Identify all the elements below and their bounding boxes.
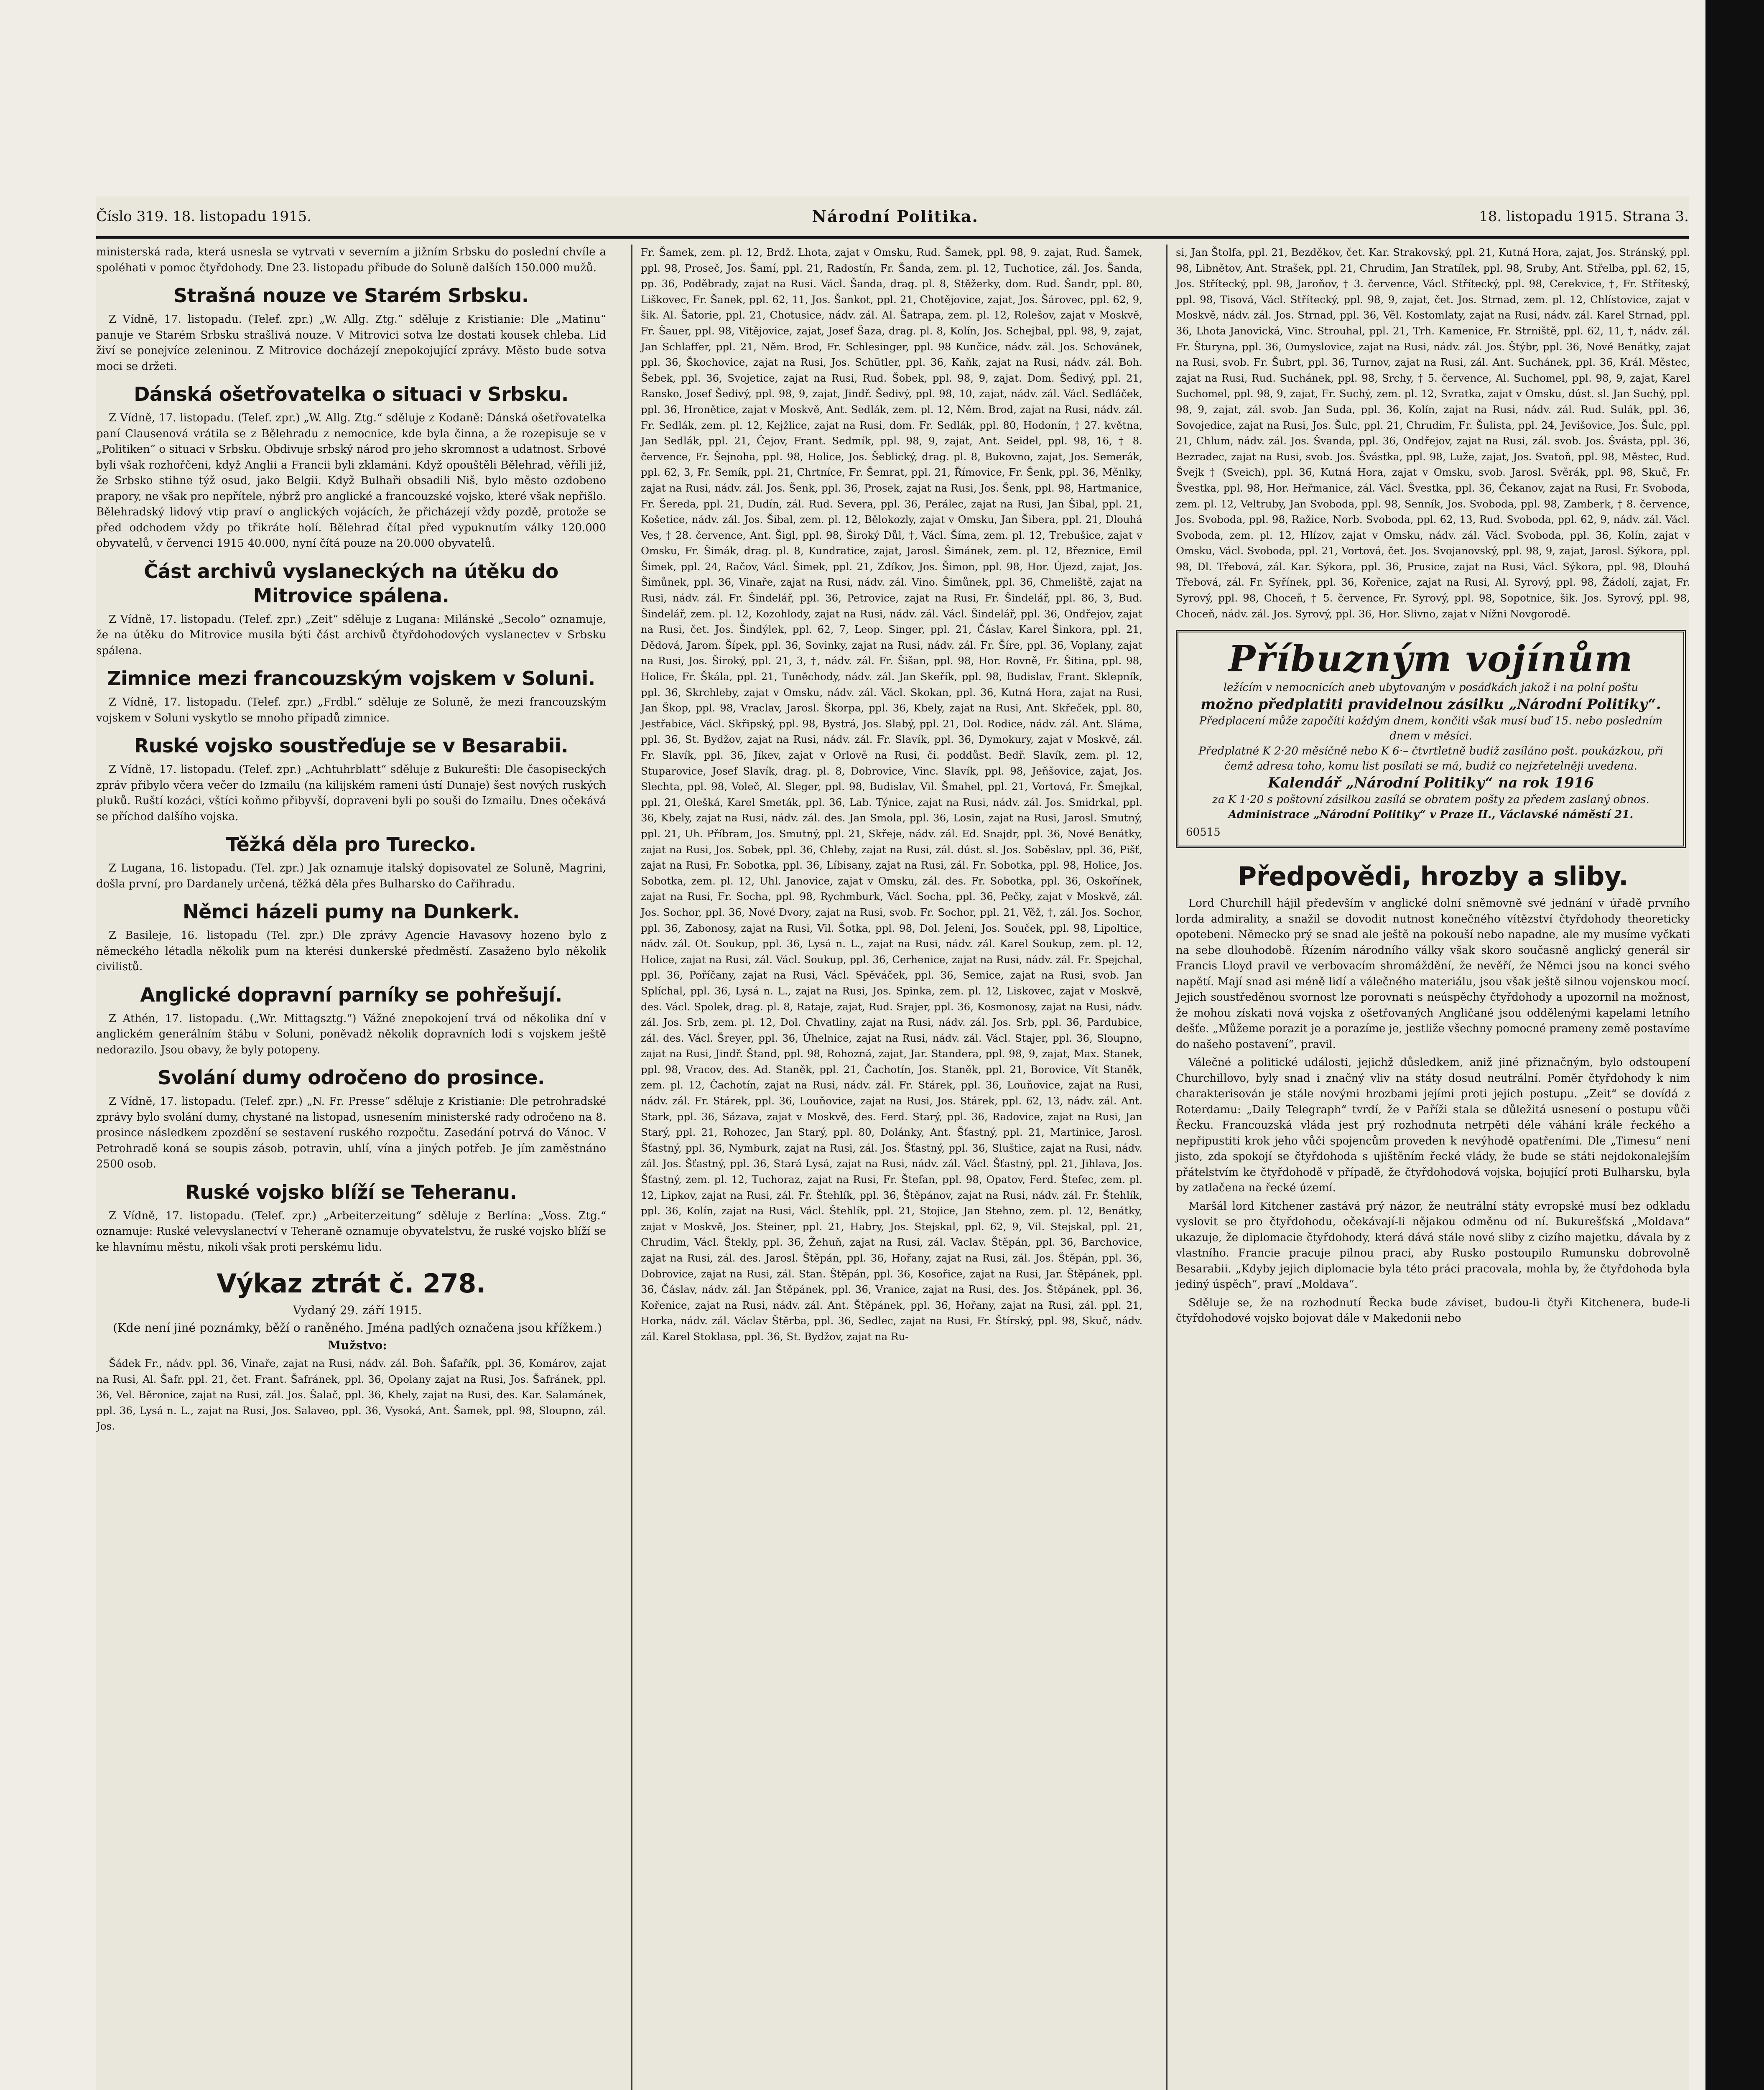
ad-text: za K 1·20 s poštovní zásilkou zasílá se obratem pošty za předem zaslaný obnos.	[1212, 793, 1649, 806]
subscription-advertisement	[1176, 630, 1686, 848]
ad-text: Předplatné K 2·20 měsíčně nebo K 6·– čtvrtletně budiž zasíláno pošt. poukázkou, při čemž adresa toho, komu list posílati se má, budiž co nejzřetelněji uvedena.	[1198, 745, 1663, 773]
casualty-list-note: (Kde není jiné poznámky, běží o raněného. Jména padlých označena jsou křížkem.)	[113, 1321, 602, 1335]
headline: Svolání dumy odročeno do prosince.	[158, 1066, 545, 1089]
headline: Strašná nouze ve Starém Srbsku.	[173, 284, 529, 307]
article-body: Lord Churchill hájil především v anglické dolní sněmovně své jednání v úřadě prvního lorda admirality, a snažil se dovodit nutnost konečného vítězství čtyřdohody theoreticky opotebeni. Německo prý se snad ale ještě na pokouší nebo napadne, ale my musíme vyčkati na sebe dlouhodobě. Řízením národního války však skoro současně anglický generál sir Francis Lloyd pravil ve verbovacím shromáždění, že nevěří, že Němci jsou na konci svého napětí. Mají snad asi méně lidí a válečného materiálu, jsou však ještě silnou vojenskou mocí. Jejich soustředěnou svornost lze porovnati s neúspěchy čtyřdohody a upozornil na možnost, že mohou získati nová vojska z ošetřovaných Angličané jsou oddělenými kapelami letního dešťe. „Můžeme porazit je a porazíme je, jestliže všechny pomocné prameny země postavíme do našeho postavení“, pravil.	[1176, 897, 1690, 1051]
article-body: Z Vídně, 17. listopadu. (Telef. zpr.) „N. Fr. Presse“ sděluje z Kristianie: Dle petrohradské zprávy bylo svolání dumy, chystané na listopad, usnesením ministerské rady odročeno na 8. prosince následkem zpozdění se sestavení ruského rozpočtu. Zasedání potrvá do Vánoc. V Petrohradě koná se soupis zásob, potravin, uhlí, vína a jiných potřeb. Je jím zaměstnáno 2500 osob.	[96, 1095, 606, 1170]
casualty-list-body: Šádek Fr., nádv. ppl. 36, Vinaře, zajat na Rusi, nádv. zál. Boh. Šafařík, ppl. 36, Komárov, zajat na Rusi, Al. Šafr. ppl. 21, čet. Frant. Šafránek, ppl. 36, Opolany zajat na Rusi, Jos. Šafránek, ppl. 36, Vel. Běronice, zajat na Rusi, zál. Jos. Šalač, ppl. 36, Khely, zajat na Rusi, des. Kar. Salamánek, ppl. 36, Lysá n. L., zajat na Rusi, Jos. Salaveo, ppl. 36, Vysoká, Ant. Šamek, ppl. 98, Sloupno, zál. Jos.	[96, 1357, 606, 1432]
article-body: Z Vídně, 17. listopadu. (Telef. zpr.) „Achtuhrblatt“ sděluje z Bukurešti: Dle časopiseckých zpráv přibylo včera večer do Izmailu (na kilijském rameni ústí Dunaje) šest nových ruských pluků. Ruští kozáci, vštíci koňmo přibyvší, dopraveni byli po souši do Izmailu. Dnes očekává se příchod dalšího vojska.	[96, 763, 606, 823]
casualty-list-title: Výkaz ztrát č. 278.	[217, 1268, 486, 1299]
article-body: Z Vídně, 17. listopadu. (Telef. zpr.) „W. Allg. Ztg.“ sděluje z Kristianie: Dle „Matinu“ panuje ve Starém Srbsku strašlivá nouze. V Mitrovici sotva lze dostati kousek chleba. Lid živí se ponejvíce zeleninou. Z Mitrovice docházejí znepokojující zprávy. Město bude sotva moci se držeti.	[96, 313, 606, 373]
ad-title: Příbuzným vojínům	[1228, 638, 1634, 681]
article-body: Z Vídně, 17. listopadu. (Telef. zpr.) „Frdbl.“ sděluje ze Soluně, že mezi francouzským vojskem v Soluni vyskytlo se mnoho případů zimnice.	[96, 696, 606, 724]
casualty-list-section: Mužstvo:	[328, 1338, 387, 1352]
article-body: Válečné a politické události, jejichž důsledkem, aniž jiné přiznačným, bylo odstoupení Churchillovo, byly snad i značný vliv na státy dosud neutrální. Poměr čtyřdohody k nim charakterisován je stále novými hrozbami jejími proti jejich postupu. „Zeit“ se dovídá z Roterdamu: „Daily Telegraph“ tvrdí, že v Paříži stala se důležitá usnesení o postupu vůči Řecku. Francouzská vláda jest prý rozhodnuta netrpěti déle váhání krále řeckého a nepřipustiti krok jeho vůči spojencům proveden k nevýhodě opatřeními. Dle „Timesu“ není jisto, zda spokojí se čtyřdohoda s ujištěním řecké vlády, že bude se státi nejdokonalejším přátelstvím ke čtyřdohodě v případě, že čtyřdohodová vojska, bojující proti Bulharsku, byla by zatlačena na řecké území.	[1176, 1056, 1690, 1195]
headline: Předpovědi, hrozby a sliby.	[1237, 861, 1629, 892]
article-body: Sděluje se, že na rozhodnutí Řecka bude záviset, budou-li čtyři Kitchenera, bude-li čtyřdohodové vojsko bojovat dále v Makedonii nebo	[1176, 1296, 1690, 1325]
ad-text: ležícím v nemocnicích aneb ubytovaným v posádkách jakož i na polní poštu	[1223, 681, 1639, 694]
ad-text: Administrace „Národní Politiky“ v Praze II., Václavské náměstí 21.	[1228, 808, 1634, 821]
page-header	[96, 196, 1689, 239]
page-info: 18. listopadu 1915. Strana 3.	[1479, 208, 1689, 225]
headline: Ruské vojsko soustřeďuje se v Besarabii.	[134, 734, 568, 757]
column-2	[631, 245, 1142, 2090]
ad-number: 60515	[1186, 826, 1221, 839]
article-body: Z Basileje, 16. listopadu (Tel. zpr.) Dle zprávy Agencie Havasovy hozeno bylo z německého létadla několik pum na kterési dunkerské předměstí. Zasaženo bylo několik civilistů.	[96, 929, 606, 973]
article-body: Z Vídně, 17. listopadu. (Telef. zpr.) „Zeit“ sděluje z Lugana: Milánské „Secolo“ oznamuje, že na útěku do Mitrovice musila býti část archivů čtyřdohodových vyslanectev v Srbsku spálena.	[96, 613, 606, 657]
article-body: Z Lugana, 16. listopadu. (Tel. zpr.) Jak oznamuje italský dopisovatel ze Soluně, Magrini, došla první, pro Dardanely určená, těžká děla přes Bulharsko do Cařihradu.	[96, 862, 606, 890]
ad-text: Kalendář „Národní Politiky“ na rok 1916	[1268, 775, 1594, 792]
column-1	[96, 245, 606, 2090]
scan-edge	[1705, 0, 1764, 2090]
column-3	[1166, 245, 1690, 2090]
ad-text: možno předplatiti pravidelnou zásilku „Národní Politiky“.	[1201, 696, 1661, 713]
article-body: Maršál lord Kitchener zastává prý názor, že neutrální státy evropské musí bez odkladu vyslovit se pro čtyřdohodu, očekávají-li nějakou odměnu od ní. Bukurešťská „Moldava“ ukazuje, že diplomacie čtyřdohody, která dává stále nové sliby z cizího majetku, dávala by z vlastního. Francie pracuje pilnou prací, aby Rusko postoupilo Rumunsku dobrovolně Besarabii. „Kdyby jejich diplomacie byla této práci pracovala, mohla by, že čtyřdohoda byla jediný úspěch“, praví „Moldava“.	[1176, 1200, 1690, 1291]
casualty-list-body: Fr. Šamek, zem. pl. 12, Brdž. Lhota, zajat v Omsku, Rud. Šamek, ppl. 98, 9. zajat, Rud. Šamek, ppl. 98, Proseč, Jos. Šamí, ppl. 21, Radostín, Fr. Šanda, zem. pl. 12, Tuchotice, zál. Jos. Šanda, pp. 36, Poděbrady, zajat na Rusi. Václ. Šanda, drag. pl. 8, Stěžerky, dom. Rud. Šandr, ppl. 80, Liškovec, Fr. Šanek, ppl. 62, 11, Jos. Šankot, ppl. 21, Chotějovice, zajat, Jos. Šárovec, ppl. 62, 9, šik. Al. Šatorie, ppl. 21, Chotusice, nádv. zál. Al. Šatrapa, zem. pl. 12, Rolešov, zajat v Moskvě, Fr. Šauer, ppl. 98, Vitějovice, zajat, Josef Šaza, drag. pl. 8, Kolín, Jos. Schejbal, ppl. 98, 9, zajat, Jan Schlaffer, ppl. 21, Něm. Brod, Fr. Schlesinger, ppl. 98 Kunčice, nádv. zál. Jos. Schovánek, ppl. 36, Škochovice, zajat na Rusi, Jos. Schütler, ppl. 36, Kaňk, zajat na Rusi, nádv. zál. Boh. Šebek, ppl. 36, Svojetice, zajat na Rusi, Rud. Šobek, ppl. 98, 9, zajat. Dom. Šedivý, ppl. 21, Ransko, Josef Šedivý, ppl. 98, 9, zajat, Jindř. Šedivý, ppl. 98, 10, zajat, nádv. zál. Václ. Sedláček, ppl. 36, Hronětice, zajat v Moskvě, Ant. Sedlák, zem. pl. 12, Něm. Brod, zajat na Rusi, nádv. zál. Fr. Sedlák, zem. pl. 12, Kejžlice, zajat na Rusi, dom. Fr. Sedlák, ppl. 80, Hodonín, † 27. května, Jan Sedlák, ppl. 21, Čejov, Frant. Sedmík, ppl. 98, 9, zajat, Ant. Seidel, ppl. 98, 16, † 8. července, Fr. Šejnoha, ppl. 98, Holice, Jos. Šeblický, drag. pl. 8, Bukovno, zajat, Jos. Semerák, ppl. 62, 3, Fr. Semík, ppl. 21, Chrtníce, Fr. Šemrat, ppl. 21, Římovice, Fr. Šenk, ppl. 36, Měnlky, zajat na Rusi, nádv. zál. Jos. Šenk, ppl. 36, Prosek, zajat na Rusi, Jos. Šenk, ppl. 98, Hartmanice, Fr. Šereda, ppl. 21, Dudín, zál. Rud. Severa, ppl. 36, Perálec, zajat na Rusi, Jan Šibal, ppl. 21, Košetice, nádv. zál. Jos. Šibal, zem. pl. 12, Bělokozly, zajat v Omsku, Jan Šibera, ppl. 21, Dlouhá Ves, † 28. července, Ant. Šigl, ppl. 98, Široký Důl, †, Václ. Šíma, zem. pl. 12, Trebušice, zajat v Omsku, Fr. Šimák, drag. pl. 8, Kundratice, zajat, Jarosl. Šimánek, zem. pl. 12, Březnice, Emil Šimek, ppl. 24, Račov, Václ. Šimek, ppl. 21, Zdíkov, Jos. Šimon, ppl. 98, Hor. Újezd, zajat, Jos. Šimůnek, ppl. 36, Vinaře, zajat na Rusi, nádv. zál. Vino. Šimůnek, ppl. 36, Chmeliště, zajat na Rusi, nádv. zál. Fr. Šindelář, ppl. 36, Petrovice, zajat na Rusi, Fr. Šindelář, ppl. 86, 3, Bud. Šindelář, zem. pl. 12, Kozohlody, zajat na Rusi, nádv. zál. Václ. Šindelář, ppl. 36, Ondřejov, zajat na Rusi, čet. Jos. Šindýlek, ppl. 62, 7, Leop. Singer, ppl. 21, Čáslav, Karel Šinkora, ppl. 21, Dědová, Jarom. Šípek, ppl. 36, Sovinky, zajat na Rusi, nádv. zál. Fr. Šíre, ppl. 36, Voplany, zajat na Rusi, Jos. Široký, ppl. 21, 3, †, nádv. zál. Fr. Šišan, ppl. 98, Hor. Rovně, Fr. Šitina, ppl. 98, Holice, Fr. Škála, ppl. 21, Tuněchody, nádv. zál. Jan Skeřík, ppl. 98, Budislav, Frant. Sklepník, ppl. 36, Skrchleby, zajat v Omsku, nádv. zál. Václ. Skokan, ppl. 36, Kutná Hora, zajat na Rusi, Jan Škop, ppl. 98, Vraclav, Jarosl. Škorpa, ppl. 36, Kbely, zajat na Rusi, Ant. Skřeček, ppl. 80, Jestřabice, Václ. Skřipský, ppl. 98, Bystrá, Jos. Slabý, ppl. 21, Dol. Rodice, nádv. zál. Ant. Sláma, ppl. 36, St. Bydžov, zajat na Rusi, nádv. zál. Fr. Slavík, ppl. 36, Dymokury, zajat v Moskvě, zál. Fr. Slavík, ppl. 36, Jíkev, zajat v Orlově na Rusi, či. poddůst. Bedř. Slavík, zem. pl. 12, Stuparovice, Josef Slavík, drag. pl. 8, Dobrovice, Vinc. Slavík, ppl. 98, Jeňšovice, zajat, Jos. Slechta, ppl. 98, Voleč, Al. Sleger, ppl. 98, Budislav, Vil. Šmahel, ppl. 21, Vortová, Fr. Šmejkal, ppl. 21, Olešká, Karel Smeták, ppl. 36, Lab. Týnice, zajat na Rusi, nádv. zál. Jos. Smidrkal, ppl. 36, Kbely, zajat na Rusi, nádv. zál. des. Jan Smola, ppl. 36, Losin, zajat na Rusi, Jarosl. Smutný, ppl. 21, Uh. Příbram, Jos. Smutný, ppl. 21, Skřeje, nádv. zál. Ed. Snajdr, ppl. 36, Nové Benátky, zajat na Rusi, Jos. Sobek, ppl. 36, Chleby, zajat na Rusi, zál. dúst. sl. Jos. Soběslav, ppl. 36, Pišť, zajat na Rusi, Fr. Sobotka, ppl. 36, Líbisany, zajat na Rusi, zál. Fr. Sobotka, ppl. 98, Holice, Jos. Sobotka, zem. pl. 12, Uhl. Janovice, zajat v Omsku, zál. des. Fr. Sobotka, ppl. 36, Oskořínek, zajat na Rusi, Fr. Socha, ppl. 98, Rychmburk, Václ. Socha, ppl. 36, Pečky, zajat v Moskvě, zál. Jos. Sochor, ppl. 36, Nové Dvory, zajat na Rusi, svob. Fr. Sochor, ppl. 21, Věž, †, zál. Jos. Sochor, ppl. 36, Zabonosy, zajat na Rusi, Vil. Šotka, ppl. 98, Dol. Jeleni, Jos. Souček, ppl. 98, Lipoltice, nádv. zál. Ot. Soukup, ppl. 36, Lysá n. L., zajat na Rusi, nádv. zál. Karel Soukup, zem. pl. 12, Holice, zajat na Rusi, zál. Václ. Soukup, ppl. 36, Cerhenice, zajat na Rusi, nádv. zál. Fr. Spejchal, ppl. 36, Poříčany, zajat na Rusi, Václ. Spěváček, ppl. 36, Semice, zajat na Rusi, svob. Jan Splíchal, ppl. 36, Lysá n. L., zajat na Rusi, Jos. Spinka, zem. pl. 12, Liskovec, zajat v Moskvě, des. Václ. Spolek, drag. pl. 8, Rataje, zajat, Rud. Srajer, ppl. 36, Kosmonosy, zajat na Rusi, nádv. zál. Jos. Srb, zem. pl. 12, Dol. Chvatliny, zajat na Rusi, nádv. zál. Jos. Srb, ppl. 36, Pardubice, zál. des. Václ. Šreyer, ppl. 36, Úhelnice, zajat na Rusi, nádv. zál. Václ. Stajer, ppl. 36, Sloupno, zajat na Rusi, Jindř. Štand, ppl. 98, Rohozná, zajat, Jar. Standera, ppl. 98, 9, zajat, Max. Stanek, ppl. 98, Vracov, des. Ad. Staněk, ppl. 21, Čachotín, Jos. Staněk, ppl. 21, Borovice, Vít Staněk, zem. pl. 12, Čachotín, zajat na Rusi, nádv. zál. Fr. Stárek, ppl. 36, Louňovice, zajat na Rusi, nádv. zál. Fr. Stárek, ppl. 36, Louňovice, zajat na Rusi, Jos. Stárek, ppl. 62, 13, nádv. zál. Ant. Stark, ppl. 36, Sázava, zajat v Moskvě, des. Ferd. Starý, ppl. 36, Radovice, zajat na Rusi, Jan Starý, ppl. 21, Rohozec, Jan Starý, ppl. 80, Dolánky, Ant. Šťastný, ppl. 21, Martinice, Jarosl. Šťastný, ppl. 36, Nymburk, zajat na Rusi, zál. Jos. Šťastný, ppl. 36, Sluštice, zajat na Rusi, nádv. zál. Jos. Šťastný, ppl. 36, Stará Lysá, zajat na Rusi, nádv. zál. Václ. Šťastný, ppl. 21, Jihlava, Jos. Šťastný, zem. pl. 12, Tuchoraz, zajat na Rusi, Fr. Štefan, ppl. 98, Opatov, Ferd. Štefec, zem. pl. 12, Lipkov, zajat na Rusi, zál. Fr. Štehlík, ppl. 36, Štěpánov, zajat na Rusi, nádv. zál. Fr. Štehlík, ppl. 36, Kolín, zajat na Rusi, Václ. Štehlík, ppl. 21, Stojice, Jan Stehno, zem. pl. 12, Benátky, zajat v Moskvě, Jos. Steiner, ppl. 21, Habry, Jos. Stejskal, ppl. 62, 9, Vil. Stejskal, ppl. 21, Chrudim, Václ. Štekly, ppl. 36, Žehuň, zajat na Rusi, zál. Vaclav. Štěpán, ppl. 36, Barchovice, zajat na Rusi, zál. des. Jarosl. Štěpán, ppl. 36, Hořany, zajat na Rusi, zál. Jos. Štěpán, ppl. 36, Dobrovice, zajat na Rusi, zál. Stan. Štěpán, ppl. 36, Kosořice, zajat na Rusi, Jar. Štěpánek, ppl. 36, Čáslav, nádv. zál. Jan Štěpánek, ppl. 36, Vranice, zajat na Rusi, des. Jos. Štěpánek, ppl. 36, Kořenice, zajat na Rusi, nádv. zál. Ant. Štěpánek, ppl. 36, Hořany, zajat na Rusi, zál. ppl. 21, Horka, nádv. zál. Václav Štěrba, ppl. 36, Sedlec, zajat na Rusi, Fr. Štírský, ppl. 98, Skuč, nádv. zál. Karel Stoklasa, ppl. 36, St. Bydžov, zajat na Ru-	[641, 246, 1142, 1343]
casualty-list-date: Vydaný 29. září 1915.	[293, 1303, 422, 1317]
ad-text: Předplacení může započíti každým dnem, končiti však musí buď 15. nebo posledním dnem v měsíci.	[1199, 715, 1663, 743]
article-body: Z Vídně, 17. listopadu. (Telef. zpr.) „W. Allg. Ztg.“ sděluje z Kodaně: Dánská ošetřovatelka paní Clausenová vrátila se z Bělehradu z nemocnice, kde byla činna, a že rozepisuje se v „Politiken“ o situaci v Srbsku. Obdivuje srbský národ pro jeho skromnost a udatnost. Srbové byli však rozhořčeni, když Anglii a Francii byli zklamáni. Když opouštěli Bělehrad, věřili již, že Srbsko stihne týž osud, jako Belgii. Když Bulhaři obsadili Niš, bylo město ozdobeno prapory, ne však pro nepřítele, nýbrž pro anglické a francouzské vojsko, které však nepřišlo. Bělehradský lidový vtip praví o anglických vojácích, že přicházejí vždy pozdě, protože se před odchodem vždy po třikráte holí. Bělehrad čítal před vypuknutím války 120.000 obyvatelů, v červenci 1915 40.000, nyní čítá pouze na 20.000 obyvatelů.	[96, 412, 606, 550]
casualty-list-body: si, Jan Štolfa, ppl. 21, Bezděkov, čet. Kar. Strakovský, ppl. 21, Kutná Hora, zajat, Jos. Stránský, ppl. 98, Libnětov, Ant. Strašek, ppl. 21, Chrudim, Jan Stratílek, ppl. 98, Sruby, Ant. Střelba, ppl. 62, 15, Jos. Střítecký, ppl. 98, Jaroňov, † 3. července, Václ. Střítecký, ppl. 98, Cerekvice, †, Fr. Stříteský, ppl. 98, Tisová, Václ. Střítecký, ppl. 98, 9, zajat, čet. Jos. Strnad, zem. pl. 12, Chlístovice, zajat v Moskvě, nádv. zál. Jos. Strnad, ppl. 36, Věl. Kostomlaty, zajat na Rusi, nádv. zál. Karel Strnad, ppl. 36, Lhota Janovická, Vinc. Strouhal, ppl. 21, Trh. Kamenice, Fr. Strniště, ppl. 62, 11, †, nádv. zál. Fr. Šturyna, ppl. 36, Oumyslovice, zajat na Rusi, nádv. zál. Jos. Štýbr, ppl. 36, Nové Benátky, zajat na Rusi, svob. Fr. Šubrt, ppl. 36, Turnov, zajat na Rusi, zál. Ant. Suchánek, ppl. 36, Král. Městec, zajat na Rusi, Rud. Suchánek, ppl. 98, Srchy, † 5. července, Al. Suchomel, ppl. 98, 9, zajat, Karel Suchomel, ppl. 98, 9, zajat, Fr. Suchý, zem. pl. 12, Svratka, zajat v Omsku, dúst. sl. Jan Suchý, ppl. 98, 9, zajat, zál. svob. Jan Suda, ppl. 36, Kolín, zajat na Rusi, nádv. zál. Rud. Sulák, ppl. 36, Sovojedice, zajat na Rusi, Jos. Šulc, ppl. 21, Chrudim, Fr. Šulista, ppl. 24, Jevišovice, Jos. Šulc, ppl. 21, Chlum, nádv. zál. Jos. Švanda, ppl. 36, Ondřejov, zajat na Rusi, zál. svob. Jos. Švásta, ppl. 36, Bezradec, zajat na Rusi, svob. Jos. Švástka, ppl. 98, Luže, zajat, Jos. Svatoň, ppl. 98, Městec, Rud. Švejk † (Sveich), ppl. 36, Kutná Hora, zajat v Omsku, svob. Jarosl. Svěrák, ppl. 98, Skuč, Fr. Švestka, ppl. 98, Hor. Heřmanice, zál. Václ. Švestka, ppl. 36, Čekanov, zajat na Rusi, Fr. Svoboda, zem. pl. 12, Veltruby, Jan Svoboda, ppl. 98, Senník, Jos. Svoboda, ppl. 98, Zamberk, † 8. července, Jos. Svoboda, ppl. 98, Ražice, Norb. Svoboda, ppl. 62, 13, Rud. Svoboda, ppl. 62, 9, nádv. zál. Václ. Svoboda, zem. pl. 12, Hlízov, zajat v Omsku, nádv. zál. Václ. Svoboda, ppl. 36, Kolín, zajat v Omsku, Václ. Svoboda, ppl. 21, Vortová, čet. Jos. Svojanovský, ppl. 98, 9, zajat, Jarosl. Sýkora, ppl. 98, Dl. Třebová, zál. Kar. Sýkora, ppl. 36, Prusice, zajat na Rusi, Václ. Sýkora, ppl. 98, Dlouhá Třebová, zál. Fr. Syřínek, ppl. 36, Kořenice, zajat na Rusi, Al. Syrový, ppl. 98, Žádolí, zajat, Fr. Syrový, ppl. 98, Choceň, † 5. července, Fr. Syrový, ppl. 98, Sopotnice, šik. Jos. Syrový, ppl. 98, Choceň, nádv. zál. Jos. Syrový, ppl. 36, Hor. Slivno, zajat v Nížni Novgorodě.	[1176, 246, 1690, 620]
article-body: Z Vídně, 17. listopadu. (Telef. zpr.) „Arbeiterzeitung“ sděluje z Berlína: „Voss. Ztg.“ oznamuje: Ruské velevyslanectví v Teheraně oznamuje obyvatelstvu, že ruské vojsko blíží se ke hlavnímu městu, nikoli však proti perskému lidu.	[96, 1209, 606, 1254]
headline: Těžká děla pro Turecko.	[226, 833, 477, 856]
headline: Ruské vojsko blíží se Teheranu.	[185, 1180, 517, 1203]
article-body: Z Athén, 17. listopadu. („Wr. Mittagsztg.“) Vážné znepokojení trvá od několika dní v anglickém generálním štábu v Soluni, poněvadž několik dopravních lodí s vojskem ještě nedorazilo. Jsou obavy, že byly potopeny.	[96, 1012, 606, 1056]
headline: Anglické dopravní parníky se pohřešují.	[140, 983, 562, 1006]
headline: Němci házeli pumy na Dunkerk.	[183, 900, 520, 923]
newspaper-page	[96, 196, 1689, 2090]
issue-info: Číslo 319. 18. listopadu 1915.	[96, 208, 312, 225]
article-continuation: ministerská rada, která usnesla se vytrvati v severním a jižním Srbsku do poslední chvíle a spoléhati v pomoc čtyřdohody. Dne 23. listopadu přibude do Soluně dalších 150.000 mužů.	[96, 246, 606, 274]
headline: Dánská ošetřovatelka o situaci v Srbsku.	[134, 383, 568, 405]
masthead: Národní Politika.	[812, 207, 979, 226]
headline: Zimnice mezi francouzským vojskem v Soluni.	[107, 667, 595, 690]
headline: Část archivů vyslaneckých na útěku do Mitrovice spálena.	[144, 560, 558, 607]
